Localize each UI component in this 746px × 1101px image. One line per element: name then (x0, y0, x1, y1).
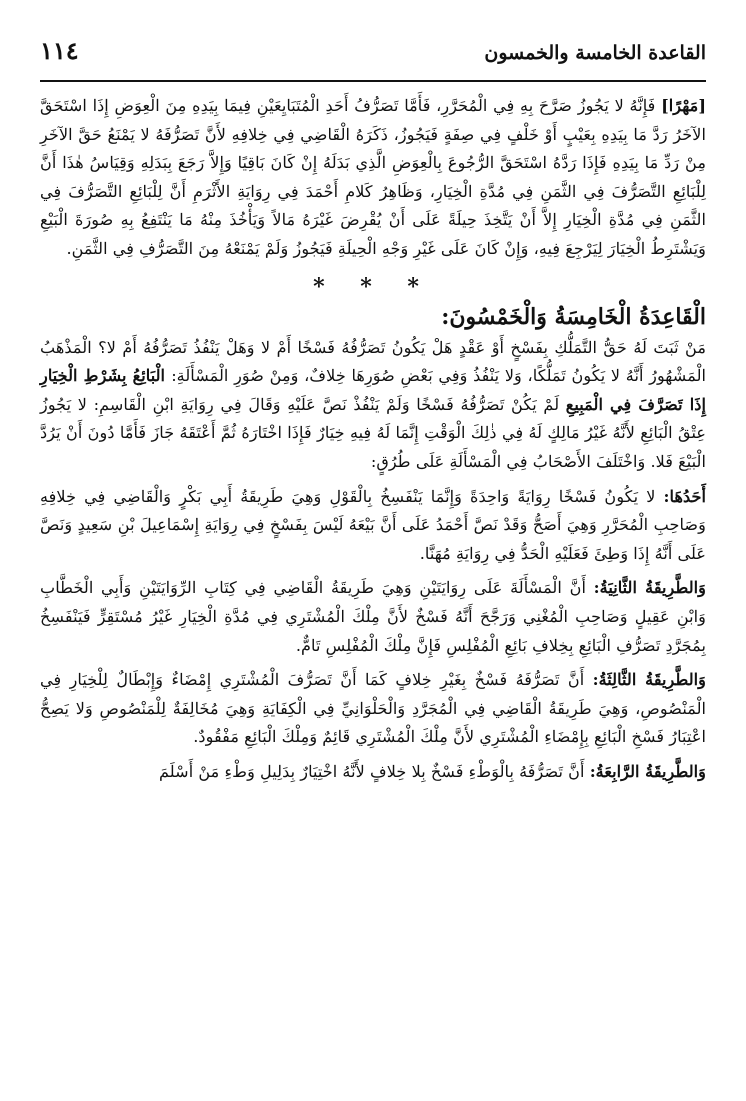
running-title: القاعدة الخامسة والخمسون (484, 42, 706, 64)
intro-lead: [مَهْرًا] (661, 96, 706, 115)
way-lead: أَحَدُهَا: (663, 486, 706, 506)
way-paragraph (40, 483, 706, 569)
book-page (40, 36, 706, 786)
way-lead: وَالطَّرِيقَةُ الثَّانِيَةُ: (593, 578, 706, 598)
way-text: أَنَّ الْمَسْأَلَةَ عَلَى رِوَايَتَيْنِ وَهِيَ طَرِيقَةُ الْقَاضِي فِي كِتَابِ الرِّوَايَتَيْنِ وَأَبِي الْخَطَّابِ وَابْنِ عَقِيلٍ وَصَاحِبِ الْمُغْنِي وَرَجَّحَ أَنَّهُ فَسْخٌ لأَنَّ مِلْكَ الْمُشْتَرِي فِي مُدَّةِ الْخِيَارِ غَيْرُ مُسْتَقِرٍّ فَيَنْفَسِخُ بِمُجَرَّدِ تَصَرُّفِ الْبَائِعِ بِخِلافِ بَائِعِ الْمُفْلِسِ فَإِنَّ مِلْكَ الْمُفْلِسِ تَامٌّ. (40, 578, 706, 655)
way-paragraph (40, 666, 706, 752)
way-text: أَنَّ تَصَرُّفَهُ بِالْوَطْءِ فَسْخٌ بِلا خِلافٍ لأَنَّهُ اخْتِيَارٌ بِدَلِيلِ وَطْءِ مَنْ أَسْلَمَ (159, 761, 590, 781)
example-text: لَمْ يَكُنْ تَصَرُّفُهُ فَسْخًا وَلَمْ يَنْفُذْ نَصَّ عَلَيْهِ وَقَالَ فِي رِوَايَةِ ابْنِ الْقَاسِمِ: لا يَجُوزُ عِتْقُ الْبَائِعِ لأَنَّهُ غَيْرُ مَالِكٍ لَهُ فِي ذٰلِكَ الْوَقْتِ إِنَّمَا لَهُ فِيهِ خِيَارٌ فَإِذَا اخْتَارَهُ ثُمَّ أَعْتَقَهُ جَازَ فَأَمَّا دُونَ أَنْ يَرُدَّ الْبَيْعَ فَلا. وَاخْتَلَفَ الأَصْحَابُ فِي الْمَسْأَلَةِ عَلَى طُرُقٍ: (40, 394, 706, 471)
example-lead: الْبَائِعُ بِشَرْطِ الْخِيَارِ إِذَا تَصَرَّفَ فِي الْمَبِيعِ (40, 366, 706, 414)
section-separator: * * * (313, 273, 433, 300)
way-text: أَنَّ تَصَرُّفَهُ فَسْخٌ بِغَيْرِ خِلافٍ كَمَا أَنَّ تَصَرُّفَ الْمُشْتَرِي إِمْضَاءٌ وَإِبْطَالٌ لِلْخِيَارِ فِي الْمَنْصُوصِ، وَهِيَ طَرِيقَةُ الْقَاضِي فِي الْمُجَرَّدِ وَالْحَلْوَانِيِّ فِي الْكِفَايَةِ وَهِيَ مُخَالِفَةٌ لِلْمَنْصُوصِ وَلا يَصِحُّ اعْتِبَارُ فَسْخِ الْبَائِعِ بِإِمْضَاءِ الْمُشْتَرِي لأَنَّ مِلْكَ الْمُشْتَرِي قَائِمٌ وَمِلْكَ الْبَائِعِ مَفْقُودٌ. (40, 670, 706, 747)
rule-text: مَنْ ثَبَتَ لَهُ حَقُّ التَّمَلُّكِ بِفَسْخٍ أَوْ عَقْدٍ هَلْ يَكُونُ تَصَرُّفُهُ فَسْخًا أَمْ لا وَهَلْ يَنْفُذُ تَصَرُّفُهُ أَمْ لا؟ الْمَذْهَبُ الْمَشْهُورُ أَنَّهُ لا يَكُونُ تَمَلُّكًا، وَلا يَنْفُذُ وَفِي بَعْضِ صُوَرِهَا خِلافٌ، وَمِنْ صُوَرِ الْمَسْأَلَةِ: (40, 337, 706, 386)
way-lead: وَالطَّرِيقَةُ الثَّالِثَةُ: (592, 670, 707, 690)
page-number: ١١٤ (40, 36, 79, 65)
way-text: لا يَكُونُ فَسْخًا رِوَايَةً وَاحِدَةً وَإِنَّمَا يَنْفَسِخُ بِالْقَوْلِ وَهِيَ طَرِيقَةُ أَبِي بَكْرٍ وَالْقَاضِي فِي خِلافِهِ وَصَاحِبِ الْمُحَرَّرِ وَهِيَ أَصَحُّ وَقَدْ نَصَّ أَحْمَدُ عَلَى أَنَّ بَيْعَهُ لَيْسَ بِفَسْخٍ فِي رِوَايَةِ إِسْمَاعِيلَ بْنِ سَعِيدٍ وَنَصَّ عَلَى أَنَّهُ إِذَا وَطِئَ فَعَلَيْهِ الْحَدُّ فِي رِوَايَةِ مُهَنَّا. (40, 486, 706, 563)
header-rule (40, 80, 706, 82)
page-header (40, 36, 706, 76)
intro-text: فَإِنَّهُ لا يَجُوزُ صَرَّحَ بِهِ فِي الْمُحَرَّرِ، فَأَمَّا تَصَرُّفُ أَحَدِ الْمُتَبَايِعَيْنِ فِيمَا بِيَدِهِ مِنَ الْعِوَضِ إِذَا اسْتَحَقَّ الآخَرُ رَدَّ مَا بِيَدِهِ بِعَيْبٍ أَوْ خَلْفٍ فِي صِفَةٍ فَيَجُوزُ، ذَكَرَهُ الْقَاضِي فِي خِلافِهِ لأَنَّ تَصَرُّفَهُ لا يَمْنَعُ حَقَّ الآخَرِ مِنْ رَدِّ مَا بِيَدِهِ فَإِذَا رَدَّهُ اسْتَحَقَّ الرُّجُوعَ بِالْعِوَضِ الَّذِي بَدَلَهُ إِنْ كَانَ بَاقِيًا وَإِلاَّ رَجَعَ بِبَدَلِهِ وَقِيَاسُ هٰذَا أَنَّ لِلْبَائِعِ التَّصَرُّفَ فِي الثَّمَنِ فِي مُدَّةِ الْخِيَارِ، وَظَاهِرُ كَلامِ أَحْمَدَ فِي رِوَايَةِ الأَثْرَمِ أَنَّ لِلْبَائِعِ التَّصَرُّفَ فِي الثَّمَنِ فِي مُدَّةِ الْخِيَارِ إِلاَّ أَنْ يَتَّخِذَ حِيلَةً عَلَى أَنْ يُقْرِضَ غَيْرَهُ مَالاً وَيَأْخُذَ مِنْهُ مَا يَنْتَفِعُ بِهِ صُورَةَ الْبَيْعِ وَيَشْتَرِطُ الْخِيَارَ لِيَرْجِعَ فِيهِ، وَإِنْ كَانَ عَلَى غَيْرِ وَجْهِ الْحِيلَةِ فَيَجُوزُ وَلَمْ يَمْنَعْهُ مِنَ التَّصَرُّفِ فِي الثَّمَنِ. (40, 96, 706, 258)
way-paragraph (40, 758, 706, 787)
intro-paragraph (40, 92, 706, 264)
way-lead: وَالطَّرِيقَةُ الرَّابِعَةُ: (589, 761, 706, 781)
way-paragraph (40, 574, 706, 660)
section-title: الْقَاعِدَةُ الْخَامِسَةُ وَالْخَمْسُونَ: (441, 303, 706, 330)
rule-paragraph (40, 334, 706, 477)
